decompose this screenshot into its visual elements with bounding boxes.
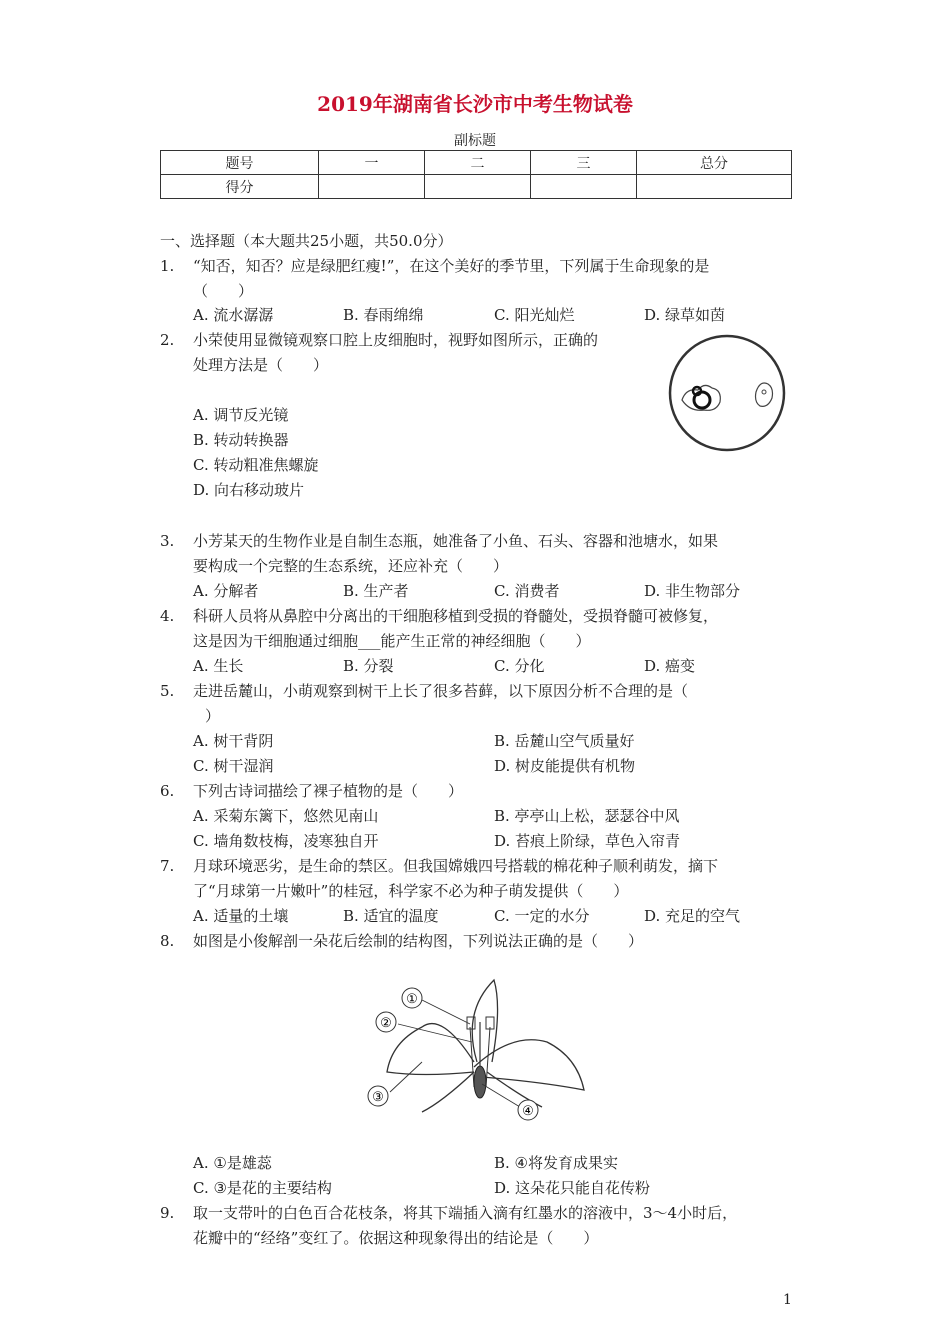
- flower-structure-figure: [362, 972, 592, 1132]
- score-cell: [531, 175, 637, 199]
- question-text: 这是因为干细胞通过细胞___能产生正常的神经细胞（ ）: [193, 632, 591, 650]
- question-number: 6.: [160, 782, 175, 800]
- option: B. ④将发育成果实: [494, 1154, 619, 1172]
- option: D. 向右移动玻片: [193, 481, 305, 499]
- score-table-header-row: [161, 151, 792, 175]
- option: D. 树皮能提供有机物: [494, 757, 636, 775]
- option: C. 树干湿润: [193, 757, 274, 775]
- page-subtitle: 副标题: [454, 133, 496, 149]
- question-text: 处理方法是（ ）: [193, 356, 329, 374]
- page-number: 1: [783, 1292, 792, 1308]
- score-table: [160, 150, 792, 199]
- option: C. 一定的水分: [494, 907, 590, 925]
- flower-label-3: ③: [372, 1090, 384, 1105]
- question-number: 7.: [160, 857, 175, 875]
- question-number: 1.: [160, 257, 175, 275]
- question-number: 8.: [160, 932, 175, 950]
- flower-label-2: ②: [380, 1016, 392, 1031]
- question-text: “知否，知否？应是绿肥红瘦!”，在这个美好的季节里，下列属于生命现象的是: [193, 257, 710, 275]
- option: A. 分解者: [193, 582, 259, 600]
- option: C. 阳光灿烂: [494, 306, 575, 324]
- question-text: 要构成一个完整的生态系统，还应补充（ ）: [193, 557, 509, 575]
- option: D. 这朵花只能自花传粉: [494, 1179, 651, 1197]
- question-number: 4.: [160, 607, 175, 625]
- score-cell: [637, 175, 792, 199]
- option: A. 生长: [193, 657, 244, 675]
- option: B. 分裂: [343, 657, 394, 675]
- question-text: 月球环境恶劣，是生命的禁区。但我国嫦娥四号搭载的棉花种子顺利萌发，摘下: [193, 857, 719, 875]
- question-text: （ ）: [193, 282, 254, 300]
- score-cell: [425, 175, 531, 199]
- option: A. 适量的土壤: [193, 907, 289, 925]
- question-text: 小荣使用显微镜观察口腔上皮细胞时，视野如图所示，正确的: [193, 331, 599, 349]
- question-text: ）: [205, 707, 221, 725]
- option: D. 癌变: [644, 657, 696, 675]
- question-text: 科研人员将从鼻腔中分离出的干细胞移植到受损的脊髓处，受损脊髓可被修复，: [193, 607, 719, 625]
- microscope-field-figure: [664, 332, 794, 452]
- score-table-score-row: [161, 175, 792, 199]
- question-number: 2.: [160, 331, 175, 349]
- score-cell: [319, 175, 425, 199]
- question-text: 了“月球第一片嫩叶”的桂冠，科学家不必为种子萌发提供（ ）: [193, 882, 629, 900]
- page-title: 2019年湖南省长沙市中考生物试卷: [317, 92, 633, 116]
- option: A. 调节反光镜: [193, 406, 289, 424]
- option: B. 春雨绵绵: [343, 306, 424, 324]
- score-header-cell: 二: [425, 151, 531, 175]
- option: D. 充足的空气: [644, 907, 741, 925]
- option: A. 树干背阴: [193, 732, 274, 750]
- option: D. 苔痕上阶绿，草色入帘青: [494, 832, 681, 850]
- option: B. 岳麓山空气质量好: [494, 732, 635, 750]
- section-heading: 一、选择题（本大题共25小题，共50.0分）: [160, 232, 453, 250]
- question-text: 走进岳麓山，小萌观察到树干上长了很多苔藓，以下原因分析不合理的是（: [193, 682, 689, 700]
- question-text: 取一支带叶的白色百合花枝条，将其下端插入滴有红墨水的溶液中，3～4小时后，: [193, 1204, 738, 1222]
- score-row-label: 得分: [161, 175, 319, 199]
- option: C. 消费者: [494, 582, 560, 600]
- option: B. 亭亭山上松，瑟瑟谷中风: [494, 807, 680, 825]
- score-header-cell: 题号: [161, 151, 319, 175]
- option: C. 墙角数枝梅，凌寒独自开: [193, 832, 379, 850]
- option: C. 分化: [494, 657, 545, 675]
- option: A. ①是雄蕊: [193, 1154, 272, 1172]
- question-text: 下列古诗词描绘了裸子植物的是（ ）: [193, 782, 464, 800]
- flower-label-4: ④: [522, 1104, 534, 1119]
- option: D. 非生物部分: [644, 582, 741, 600]
- option: C. 转动粗准焦螺旋: [193, 456, 319, 474]
- score-header-cell: 总分: [637, 151, 792, 175]
- option: B. 适宜的温度: [343, 907, 439, 925]
- question-number: 5.: [160, 682, 175, 700]
- option: B. 转动转换器: [193, 431, 289, 449]
- option: A. 采菊东篱下，悠然见南山: [193, 807, 379, 825]
- flower-label-1: ①: [406, 992, 418, 1007]
- option: C. ③是花的主要结构: [193, 1179, 332, 1197]
- score-header-cell: 一: [319, 151, 425, 175]
- option: D. 绿草如茵: [644, 306, 726, 324]
- question-number: 3.: [160, 532, 175, 550]
- question-text: 花瓣中的“经络”变红了。依据这种现象得出的结论是（ ）: [193, 1229, 599, 1247]
- score-header-cell: 三: [531, 151, 637, 175]
- option: A. 流水潺潺: [193, 306, 274, 324]
- question-text: 小芳某天的生物作业是自制生态瓶，她准备了小鱼、石头、容器和池塘水，如果: [193, 532, 719, 550]
- question-text: 如图是小俊解剖一朵花后绘制的结构图，下列说法正确的是（ ）: [193, 932, 644, 950]
- option: B. 生产者: [343, 582, 409, 600]
- question-number: 9.: [160, 1204, 175, 1222]
